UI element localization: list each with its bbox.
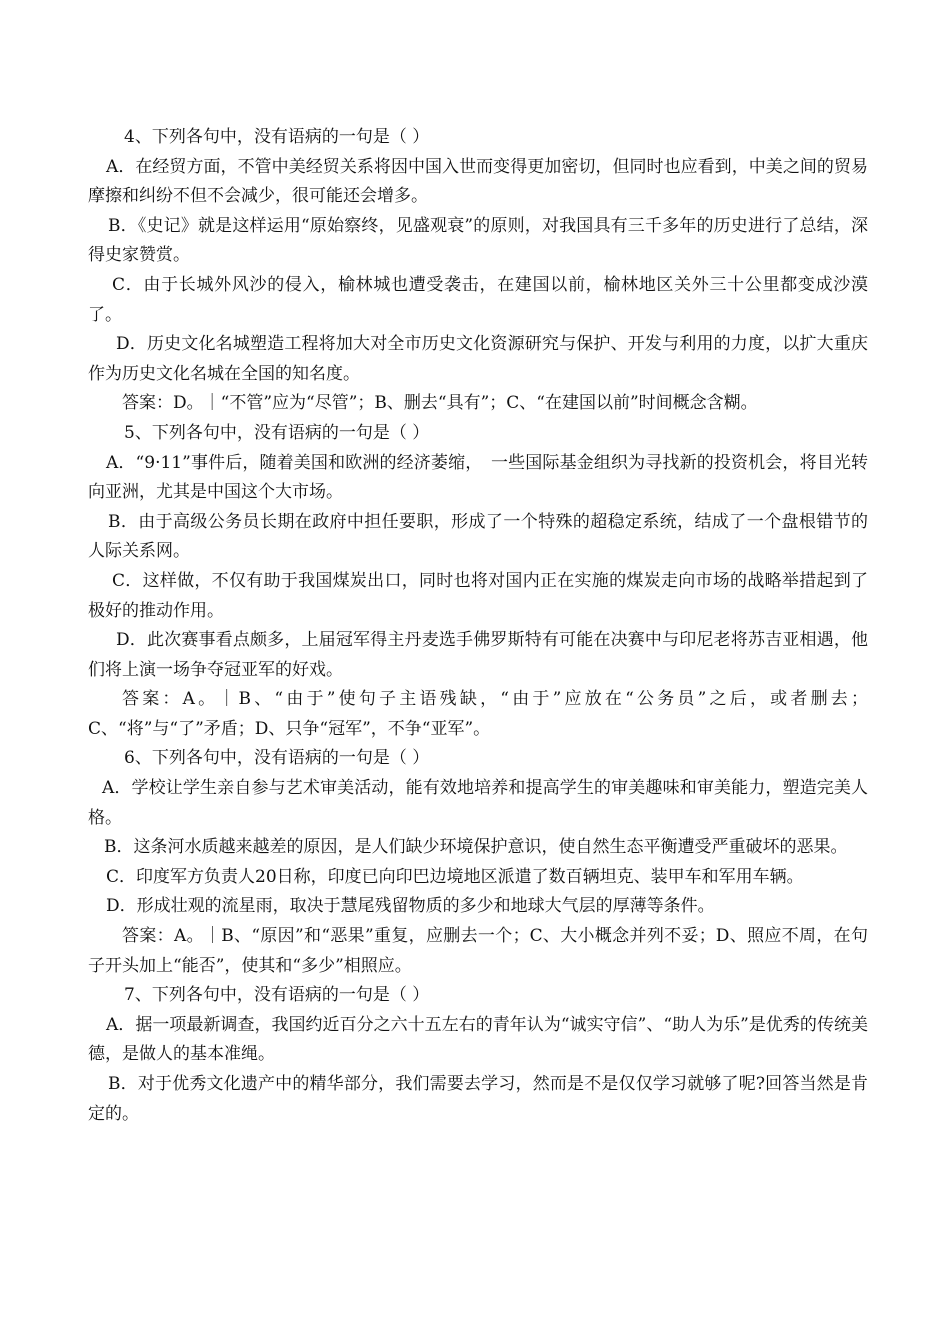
question-4-option-b: B．《史记》就是这样运用“原始察终，见盛观衰”的原则，对我国具有三千多年的历史进行了总结，深得史家赞赏。 — [88, 215, 868, 266]
question-4-option-d: D．历史文化名城塑造工程将加大对全市历史文化资源研究与保护、开发与利用的力度，以扩大重庆作为历史文化名城在全国的知名度。 — [88, 334, 868, 384]
question-4-option-c: C．由于长城外风沙的侵入，榆林城也遭受袭击，在建国以前，榆林地区关外三十公里都变成沙漠了。 — [88, 274, 868, 325]
question-5-stem: 5、下列各句中，没有语病的一句是（ ） — [124, 422, 430, 443]
question-4-option-a: A．在经贸方面，不管中美经贸关系将因中国入世而变得更加密切，但同时也应看到，中美之间的贸易摩擦和纠纷不但不会减少，很可能还会增多。 — [88, 156, 868, 207]
question-4-stem: 4、下列各句中，没有语病的一句是（ ） — [124, 127, 430, 147]
question-6-option-b: B．这条河水质越来越差的原因，是人们缺少环境保护意识，使自然生态平衡遭受严重破坏的恶果。 — [104, 837, 848, 858]
question-4-answer: 答案：D。｜“不管”应为“尽管”；B、删去“具有”；C、“在建国以前”时间概念含糊。 — [122, 393, 758, 414]
exercise-page — [88, 123, 868, 1129]
question-6-option-a: A．学校让学生亲自参与艺术审美活动，能有效地培养和提高学生的审美趣味和审美能力，塑造完美人格。 — [88, 778, 868, 828]
question-7-stem: 7、下列各句中，没有语病的一句是（ ） — [124, 985, 430, 1006]
question-6-stem: 6、下列各句中，没有语病的一句是（ ） — [124, 748, 430, 769]
question-6-answer: 答案：A。｜B、“原因”和“恶果”重复，应删去一个；C、大小概念并列不妥；D、照应不周，在句子开头加上“能否”，使其和“多少”相照应。 — [88, 926, 868, 976]
question-5-option-d: D．此次赛事看点颇多，上届冠军得主丹麦选手佛罗斯特有可能在决赛中与印尼老将苏吉亚相遇，他们将上演一场争夺冠亚军的好戏。 — [88, 630, 868, 680]
question-5-option-b: B．由于高级公务员长期在政府中担任要职，形成了一个特殊的超稳定系统，结成了一个盘根错节的人际关系网。 — [88, 511, 868, 562]
question-6-option-c: C．印度军方负责人20日称，印度已向印巴边境地区派遣了数百辆坦克、装甲车和军用车辆。 — [106, 866, 804, 887]
question-7-option-a: A．据一项最新调查，我国约近百分之六十五左右的青年认为“诚实守信”、“助人为乐”是优秀的传统美德，是做人的基本准绳。 — [88, 1014, 868, 1065]
question-6-option-d: D．形成壮观的流星雨，取决于慧尾残留物质的多少和地球大气层的厚薄等条件。 — [106, 896, 715, 917]
question-5-answer: 答案：A。｜B、“由于”使句子主语残缺，“由于”应放在“公务员”之后，或者删去；C、“将”与“了”矛盾；D、只争“冠军”，不争“亚军”。 — [88, 689, 868, 739]
question-7-option-b: B．对于优秀文化遗产中的精华部分，我们需要去学习，然而是不是仅仅学习就够了呢?回答当然是肯定的。 — [88, 1074, 868, 1124]
question-5-option-a: A．“9·11”事件后，随着美国和欧洲的经济萎缩， 一些国际基金组织为寻找新的投资机会，将目光转向亚洲，尤其是中国这个大市场。 — [88, 452, 868, 503]
question-5-option-c: C．这样做，不仅有助于我国煤炭出口，同时也将对国内正在实施的煤炭走向市场的战略举措起到了极好的推动作用。 — [88, 570, 868, 621]
